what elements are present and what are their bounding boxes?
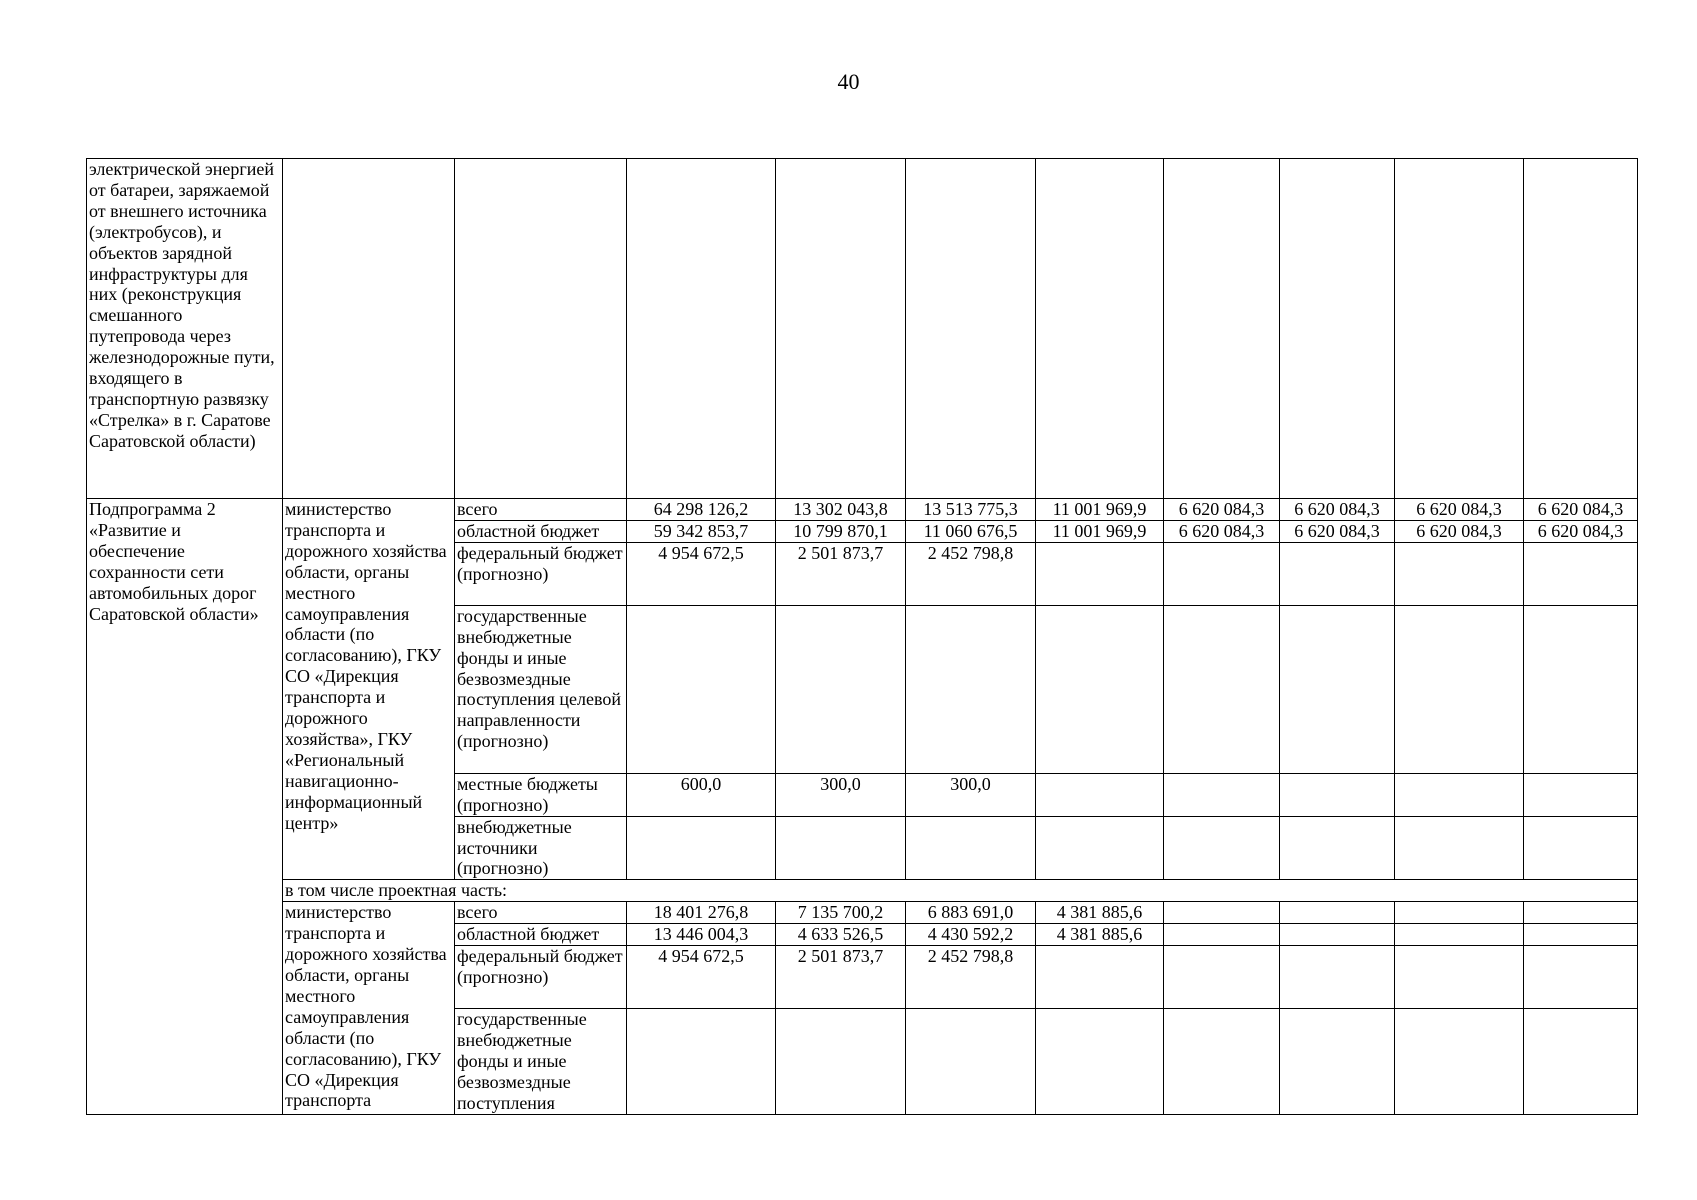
amount-cell: 4 954 672,5 — [627, 946, 776, 1009]
amount-cell — [1395, 946, 1524, 1009]
amount-cell — [1280, 902, 1395, 924]
amount-cell: 6 620 084,3 — [1164, 499, 1280, 521]
amount-cell — [1395, 773, 1524, 816]
empty-cell — [1395, 159, 1524, 499]
amount-cell: 7 135 700,2 — [776, 902, 906, 924]
amount-cell — [1280, 1009, 1395, 1115]
subprogram-name-cell: Подпрограмма 2 «Развитие и обеспечение сохранности сети автомобильных дорог Саратовской области» — [87, 499, 283, 1115]
amount-cell — [1395, 816, 1524, 880]
amount-cell: 64 298 126,2 — [627, 499, 776, 521]
amount-cell — [906, 605, 1036, 773]
empty-cell — [627, 159, 776, 499]
empty-cell — [906, 159, 1036, 499]
amount-cell: 6 620 084,3 — [1524, 520, 1638, 542]
amount-cell — [1164, 902, 1280, 924]
amount-cell — [1395, 605, 1524, 773]
amount-cell: 4 633 526,5 — [776, 924, 906, 946]
amount-cell — [1036, 946, 1164, 1009]
amount-cell: 11 001 969,9 — [1036, 499, 1164, 521]
amount-cell — [776, 605, 906, 773]
amount-cell — [906, 816, 1036, 880]
amount-cell — [1280, 946, 1395, 1009]
amount-cell: 300,0 — [906, 773, 1036, 816]
amount-cell: 6 620 084,3 — [1395, 520, 1524, 542]
funding-source-cell: государственные внебюджетные фонды и иные безвозмездные поступления — [455, 1009, 627, 1115]
amount-cell — [1524, 542, 1638, 605]
amount-cell: 6 620 084,3 — [1395, 499, 1524, 521]
empty-cell — [455, 159, 627, 499]
amount-cell: 13 446 004,3 — [627, 924, 776, 946]
amount-cell — [1164, 773, 1280, 816]
funding-source-cell: внебюджетные источники (прогнозно) — [455, 816, 627, 880]
amount-cell: 300,0 — [776, 773, 906, 816]
amount-cell — [627, 1009, 776, 1115]
empty-cell — [1164, 159, 1280, 499]
amount-cell — [1280, 924, 1395, 946]
amount-cell — [1395, 924, 1524, 946]
amount-cell — [1524, 773, 1638, 816]
amount-cell — [1395, 1009, 1524, 1115]
funding-source-cell: федеральный бюджет (прогнозно) — [455, 542, 627, 605]
funding-source-cell: областной бюджет — [455, 924, 627, 946]
empty-cell — [1524, 159, 1638, 499]
table-row — [87, 902, 1638, 924]
amount-cell — [1280, 605, 1395, 773]
funding-source-cell: всего — [455, 902, 627, 924]
amount-cell: 18 401 276,8 — [627, 902, 776, 924]
funding-source-cell: государственные внебюджетные фонды и иные безвозмездные поступления целевой направленности (прогнозно) — [455, 605, 627, 773]
table-row — [87, 499, 1638, 521]
empty-cell — [1036, 159, 1164, 499]
table-row — [87, 159, 1638, 499]
funding-source-cell: федеральный бюджет (прогнозно) — [455, 946, 627, 1009]
amount-cell — [1036, 773, 1164, 816]
amount-cell: 11 001 969,9 — [1036, 520, 1164, 542]
amount-cell — [1164, 946, 1280, 1009]
table-row — [87, 880, 1638, 902]
amount-cell: 6 620 084,3 — [1164, 520, 1280, 542]
measure-name-cell: электрической энергией от батареи, заряжаемой от внешнего источника (электробусов), и объектов зарядной инфраструктуры для них (реконструкция смешанного путепровода через железнодорожные пути, входящего в транспортную развязку «Стрелка» в г. Саратове Саратовской области) — [87, 159, 283, 499]
amount-cell — [1164, 816, 1280, 880]
empty-cell — [776, 159, 906, 499]
amount-cell: 4 954 672,5 — [627, 542, 776, 605]
amount-cell — [776, 1009, 906, 1115]
empty-cell — [283, 159, 455, 499]
amount-cell: 4 381 885,6 — [1036, 924, 1164, 946]
amount-cell — [1524, 946, 1638, 1009]
funding-table — [86, 158, 1638, 1115]
amount-cell — [1524, 605, 1638, 773]
amount-cell — [1164, 542, 1280, 605]
amount-cell — [1036, 542, 1164, 605]
amount-cell — [1164, 1009, 1280, 1115]
amount-cell: 13 302 043,8 — [776, 499, 906, 521]
amount-cell — [1524, 1009, 1638, 1115]
amount-cell — [1164, 924, 1280, 946]
amount-cell: 13 513 775,3 — [906, 499, 1036, 521]
amount-cell — [627, 816, 776, 880]
amount-cell: 2 501 873,7 — [776, 946, 906, 1009]
amount-cell: 6 620 084,3 — [1280, 499, 1395, 521]
amount-cell — [1280, 773, 1395, 816]
project-part-header: в том числе проектная часть: — [283, 880, 1638, 902]
amount-cell: 11 060 676,5 — [906, 520, 1036, 542]
amount-cell — [1524, 902, 1638, 924]
amount-cell — [1395, 902, 1524, 924]
amount-cell: 6 620 084,3 — [1524, 499, 1638, 521]
amount-cell — [1280, 816, 1395, 880]
amount-cell — [1524, 924, 1638, 946]
executor-cell: министерство транспорта и дорожного хозяйства области, органы местного самоуправления области (по согласованию), ГКУ СО «Дирекция транспорта — [283, 902, 455, 1114]
amount-cell: 59 342 853,7 — [627, 520, 776, 542]
amount-cell: 4 381 885,6 — [1036, 902, 1164, 924]
amount-cell — [1164, 605, 1280, 773]
funding-source-cell: местные бюджеты (прогнозно) — [455, 773, 627, 816]
amount-cell — [1524, 816, 1638, 880]
amount-cell: 2 501 873,7 — [776, 542, 906, 605]
amount-cell — [1036, 1009, 1164, 1115]
amount-cell: 10 799 870,1 — [776, 520, 906, 542]
amount-cell: 4 430 592,2 — [906, 924, 1036, 946]
amount-cell: 2 452 798,8 — [906, 542, 1036, 605]
funding-source-cell: областной бюджет — [455, 520, 627, 542]
amount-cell — [906, 1009, 1036, 1115]
amount-cell: 2 452 798,8 — [906, 946, 1036, 1009]
amount-cell: 6 883 691,0 — [906, 902, 1036, 924]
page-number: 40 — [837, 69, 860, 94]
amount-cell — [1036, 816, 1164, 880]
executor-cell: министерство транспорта и дорожного хозяйства области, органы местного самоуправления области (по согласованию), ГКУ СО «Дирекция транспорта и дорожного хозяйства», ГКУ «Региональный навигационно-информационный центр» — [283, 499, 455, 880]
empty-cell — [1280, 159, 1395, 499]
funding-source-cell: всего — [455, 499, 627, 521]
amount-cell: 600,0 — [627, 773, 776, 816]
amount-cell — [776, 816, 906, 880]
amount-cell — [627, 605, 776, 773]
amount-cell — [1395, 542, 1524, 605]
amount-cell — [1036, 605, 1164, 773]
amount-cell — [1280, 542, 1395, 605]
amount-cell: 6 620 084,3 — [1280, 520, 1395, 542]
